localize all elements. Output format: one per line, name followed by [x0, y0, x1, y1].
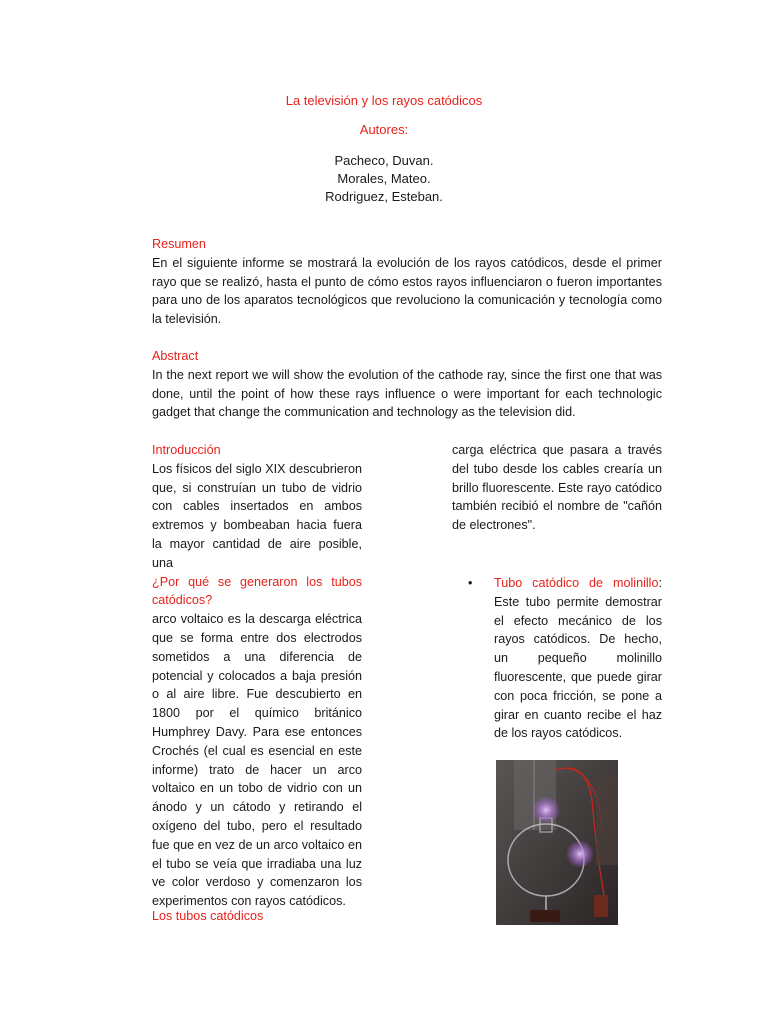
introduccion-heading: Introducción	[152, 443, 221, 457]
right-column-continuation	[452, 441, 662, 535]
cathode-tube-photo	[496, 760, 618, 925]
bullet-icon: •	[468, 576, 473, 590]
abstract-heading: Abstract	[152, 349, 199, 363]
introduccion-section	[152, 441, 362, 911]
resumen-text: En el siguiente informe se mostrará la evolución de los rayos catódicos, desde el primer rayo que se realizó, hasta el punto de cómo estos rayos influenciaron o fueron importantes para uno de los aparatos tecnológicos que revoluciono la comunicación y tecnología como la televisión.	[152, 255, 662, 327]
authors-label: Autores:	[359, 122, 409, 137]
abstract-section	[152, 347, 662, 422]
author-2: Morales, Mateo.	[337, 171, 431, 186]
section-heading-tubos: Los tubos catódicos	[152, 909, 264, 923]
introduccion-text: Los físicos del siglo XIX descubrieron que, si construían un tubo de vidrio con cables insertados en ambos extremos y bombeaban hacia fuera la mayor cantidad de aire posible, una	[152, 461, 362, 570]
question-text: arco voltaico es la descarga eléctrica que se forma entre dos electrodos sometidos a una diferencia de potencial y colocados a baja presión o al aire libre. Fue descubierto en 1800 por el químico británico Humphrey Davy. Para ese entonces Crochés (el cual es esencial en este informe) trato de hacer un arco voltaico en un tobo de vidrio con un ánodo y un cátodo y retirando el oxígeno del tubo, pero el resultado fue que en vez de un arco voltaico en el tubo se veía que irradiaba una luz ve color verdoso y comenzaron los experimentos con rayos catódicos.	[152, 612, 362, 909]
bullet-colon: :	[658, 576, 662, 590]
abstract-text: In the next report we will show the evolution of the cathode ray, since the first one that was done, until the point of how these rays influence o were important for each technologic gadget that change the communication and technology as the television did.	[152, 367, 662, 420]
resumen-heading: Resumen	[152, 237, 206, 251]
cathode-tube-illustration	[496, 760, 618, 925]
bullet-text: Este tubo permite demostrar el efecto mecánico de los rayos catódicos. De hecho, un pequeño molinillo fluorescente, que puede girar con poca fricción, se pone a girar en cuanto recibe el haz de los rayos catódicos.	[494, 594, 662, 741]
authors-list	[0, 152, 768, 206]
author-1: Pacheco, Duvan.	[334, 153, 434, 168]
bullet-item-molinillo	[468, 574, 662, 743]
resumen-section	[152, 235, 662, 329]
bullet-heading: Tubo catódico de molinillo	[494, 576, 659, 590]
question-heading: ¿Por qué se generaron los tubos catódicos?	[152, 574, 362, 608]
bullet-paragraph	[494, 574, 662, 743]
continuation-text: carga eléctrica que pasara a través del tubo desde los cables crearía un brillo fluorescente. Este rayo catódico también recibió el nombre de "cañón de electrones".	[452, 443, 662, 533]
author-3: Rodriguez, Esteban.	[325, 189, 443, 204]
document-title: La televisión y los rayos catódicos	[285, 93, 483, 108]
